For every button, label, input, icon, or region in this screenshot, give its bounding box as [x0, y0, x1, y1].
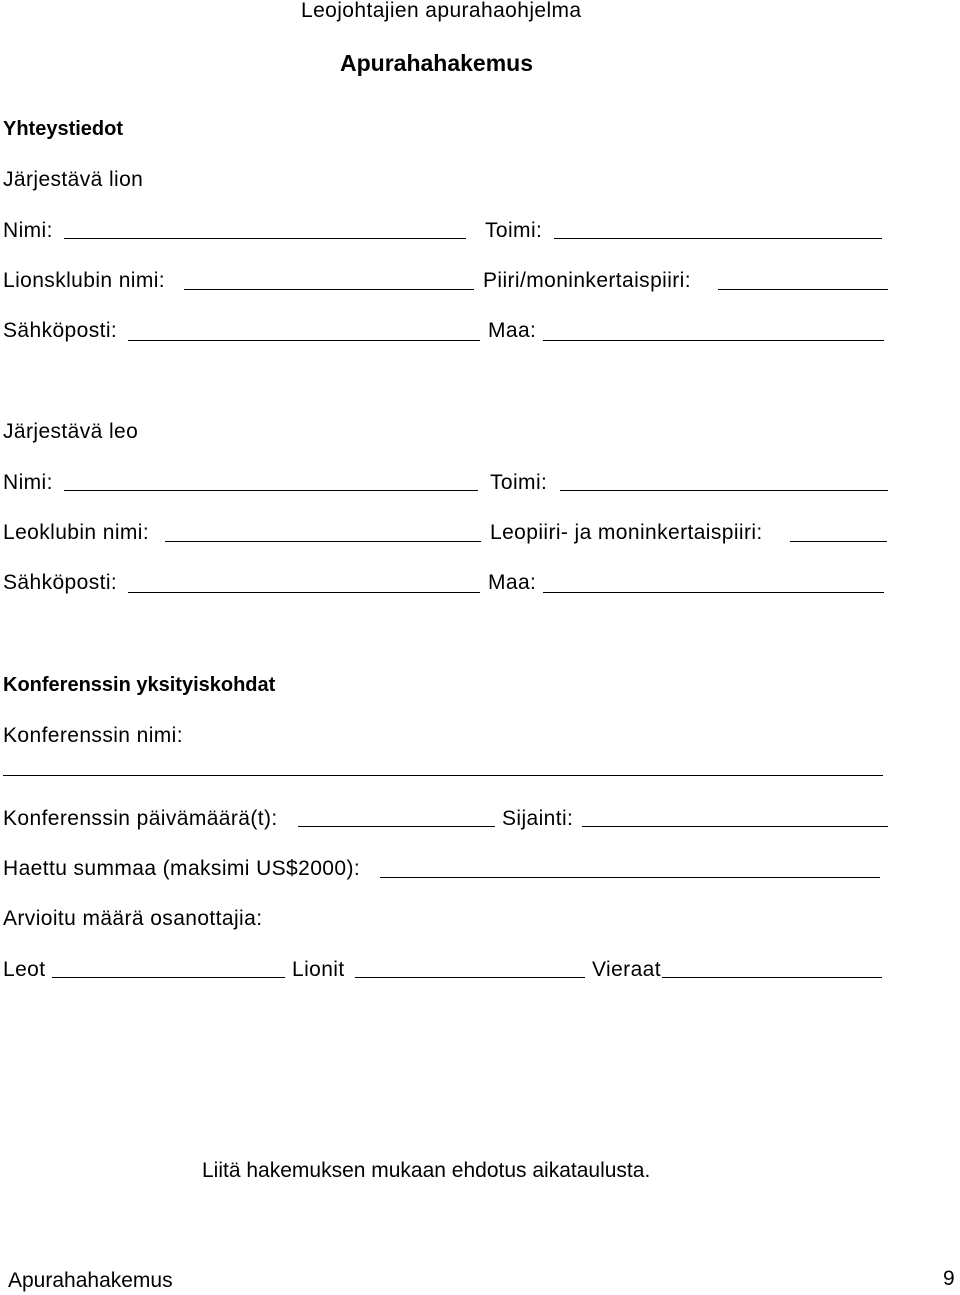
program-title: Leojohtajien apurahaohjelma	[301, 0, 582, 22]
footer-label: Apurahahakemus	[8, 1269, 173, 1292]
leo-name-field[interactable]	[64, 490, 478, 491]
lion-email-field[interactable]	[128, 340, 480, 341]
leos-count-field[interactable]	[52, 977, 285, 978]
leo-district-label: Leopiiri- ja moninkertaispiiri:	[490, 521, 763, 544]
conference-name-field[interactable]	[3, 775, 883, 776]
leo-country-field[interactable]	[543, 592, 884, 593]
attendance-label: Arvioitu määrä osanottajia:	[3, 907, 263, 930]
lion-country-label: Maa:	[488, 319, 537, 342]
guests-count-label: Vieraat	[592, 958, 661, 981]
lion-name-label: Nimi:	[3, 219, 53, 242]
leo-district-field[interactable]	[790, 541, 887, 542]
leo-subheading: Järjestävä leo	[3, 420, 139, 443]
lion-email-label: Sähköposti:	[3, 319, 118, 342]
leo-country-label: Maa:	[488, 571, 537, 594]
amount-label: Haettu summaa (maksimi US$2000):	[3, 857, 361, 880]
lion-country-field[interactable]	[543, 340, 884, 341]
document-title: Apurahahakemus	[340, 50, 534, 76]
contact-heading: Yhteystiedot	[3, 118, 124, 140]
leo-club-field[interactable]	[165, 541, 481, 542]
conference-dates-field[interactable]	[298, 826, 495, 827]
lion-subheading: Järjestävä lion	[3, 168, 144, 191]
amount-field[interactable]	[380, 877, 880, 878]
lion-district-label: Piiri/moninkertaispiiri:	[483, 269, 691, 292]
schedule-note: Liitä hakemuksen mukaan ehdotus aikataulusta.	[202, 1159, 651, 1182]
lion-role-label: Toimi:	[485, 219, 543, 242]
leo-email-field[interactable]	[128, 592, 480, 593]
leo-name-label: Nimi:	[3, 471, 53, 494]
conference-location-label: Sijainti:	[502, 807, 574, 830]
lion-club-field[interactable]	[184, 289, 474, 290]
conference-location-field[interactable]	[582, 826, 888, 827]
leo-role-label: Toimi:	[490, 471, 548, 494]
leo-club-label: Leoklubin nimi:	[3, 521, 150, 544]
lions-count-label: Lionit	[292, 958, 345, 981]
leos-count-label: Leot	[3, 958, 46, 981]
page-number: 9	[943, 1267, 955, 1290]
lions-count-field[interactable]	[355, 977, 585, 978]
guests-count-field[interactable]	[662, 977, 882, 978]
lion-name-field[interactable]	[64, 238, 466, 239]
conference-name-label: Konferenssin nimi:	[3, 724, 183, 747]
conference-heading: Konferenssin yksityiskohdat	[3, 674, 276, 696]
conference-dates-label: Konferenssin päivämäärä(t):	[3, 807, 278, 830]
lion-district-field[interactable]	[718, 289, 888, 290]
lion-role-field[interactable]	[554, 238, 882, 239]
lion-club-label: Lionsklubin nimi:	[3, 269, 166, 292]
leo-role-field[interactable]	[560, 490, 888, 491]
leo-email-label: Sähköposti:	[3, 571, 118, 594]
